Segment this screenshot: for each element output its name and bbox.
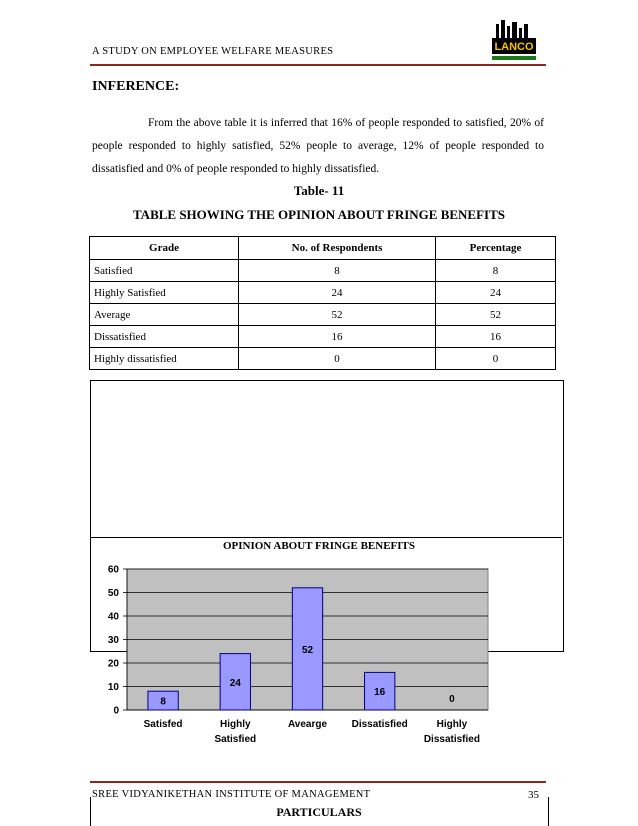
fringe-benefits-bar-chart (90, 555, 550, 755)
chart-frame-divider (90, 537, 562, 538)
table-row (90, 348, 556, 370)
cell-respondents: 24 (239, 282, 436, 304)
cell-grade: Satisfied (90, 260, 239, 282)
category-label: Highly Satisfied (214, 719, 257, 745)
table-row (90, 326, 556, 348)
cell-percentage: 24 (436, 282, 556, 304)
table-header-row (90, 237, 556, 260)
cell-respondents: 0 (239, 348, 436, 370)
inference-text: From the above table it is inferred that 16% of people responded to satisfied, 20% of people responded to highly satisfied, 52% people to average, 12% of people responded to dissatisfied and 0% of people responded to highly dissatisfied. (92, 117, 544, 175)
bar-value-label: 0 (449, 694, 455, 705)
cell-grade: Dissatisfied (90, 326, 239, 348)
table-row (90, 282, 556, 304)
inference-heading: INFERENCE: (92, 79, 180, 94)
fringe-benefits-table (89, 236, 556, 370)
footer-institute: SREE VIDYANIKETHAN INSTITUTE OF MANAGEMENT (92, 789, 371, 800)
y-tick-label: 50 (107, 588, 119, 599)
table-title: TABLE SHOWING THE OPINION ABOUT FRINGE BENEFITS (132, 207, 506, 222)
cell-grade: Highly dissatisfied (90, 348, 239, 370)
table-number: Table- 11 (293, 183, 345, 198)
cell-respondents: 8 (239, 260, 436, 282)
cell-percentage: 8 (436, 260, 556, 282)
y-tick-label: 30 (107, 635, 119, 646)
page-number: 35 (528, 789, 539, 801)
cell-percentage: 16 (436, 326, 556, 348)
bar-value-label: 52 (301, 644, 314, 656)
y-tick-label: 20 (107, 658, 119, 670)
category-label: Satisfed (143, 719, 183, 730)
bar-value-label: 8 (160, 696, 166, 708)
running-header: A STUDY ON EMPLOYEE WELFARE MEASURES (92, 46, 334, 57)
header-respondents: No. of Respondents (239, 237, 436, 260)
bar-value-label: 16 (374, 687, 386, 699)
cell-percentage: 52 (436, 304, 556, 326)
cell-grade: Average (90, 304, 239, 326)
category-label: Avearge (287, 719, 328, 730)
y-tick-label: 60 (107, 564, 119, 576)
header-rule (90, 64, 546, 66)
lanco-logo (478, 18, 548, 64)
bar-value-label: 24 (229, 677, 241, 689)
category-label: Dissatisfied (351, 719, 408, 730)
y-tick-label: 40 (107, 611, 119, 623)
category-label: Highly Dissatisfied (423, 719, 480, 745)
header-grade: Grade (90, 237, 239, 260)
y-tick-label: 0 (113, 705, 119, 717)
chart-title: OPINION ABOUT FRINGE BENEFITS (222, 540, 416, 552)
particulars-label: PARTICULARS (276, 805, 362, 819)
cell-respondents: 52 (239, 304, 436, 326)
inference-paragraph (92, 112, 544, 181)
logo-text: LANCO (494, 41, 534, 53)
footer-rule (90, 781, 546, 783)
cell-grade: Highly Satisfied (90, 282, 239, 304)
table-row (90, 304, 556, 326)
table-row (90, 260, 556, 282)
y-tick-label: 10 (107, 682, 119, 693)
cell-percentage: 0 (436, 348, 556, 370)
cell-respondents: 16 (239, 326, 436, 348)
header-percentage: Percentage (436, 237, 556, 260)
